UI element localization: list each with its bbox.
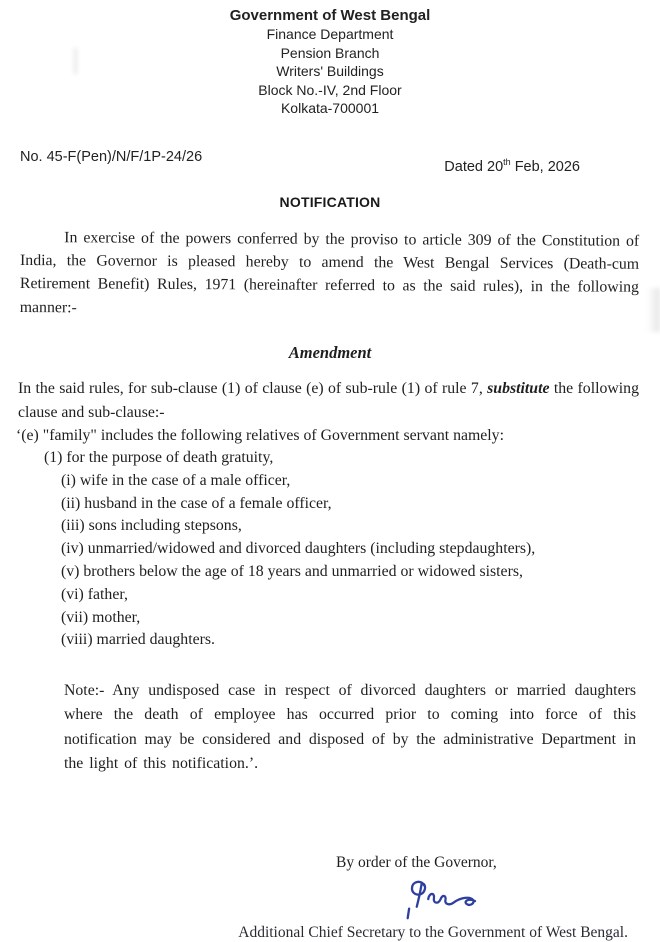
memo-date-ordinal: th xyxy=(503,157,511,168)
signatory-designation: Additional Chief Secretary to the Government of West Bengal. xyxy=(238,924,628,942)
letterhead-government-title: Government of West Bengal xyxy=(229,7,431,24)
memo-date-prefix: Dated 20 xyxy=(444,159,504,176)
list-item-husband: (ii) husband in the case of a female officer, xyxy=(61,494,332,512)
letterhead-department: Finance Department xyxy=(266,26,394,43)
list-item-sons: (iii) sons including stepsons, xyxy=(61,517,242,535)
letterhead xyxy=(0,0,660,117)
memo-date xyxy=(444,157,580,175)
opening-paragraph: In exercise of the powers conferred by the proviso to article 309 of the Constitution of India, the Governor is pleased hereby to amend the West Bengal Services (Death-cum Retirement Benefit) Rules, 1971 (hereinafter referred to as the said rules), in the following manner:- xyxy=(19,229,640,317)
sub-clause-1-line: (1) for the purpose of death gratuity, xyxy=(44,449,274,467)
amendment-intro-emphasis: substitute xyxy=(487,380,550,398)
memo-date-suffix: Feb, 2026 xyxy=(510,159,580,176)
amendment-intro-before: In the said rules, for sub-clause (1) of clause (e) of sub-rule (1) of rule 7, xyxy=(18,380,488,398)
list-item-married-daughters: (viii) married daughters. xyxy=(61,631,215,649)
letterhead-branch: Pension Branch xyxy=(280,44,380,61)
list-item-father: (vi) father, xyxy=(61,585,128,603)
letterhead-city-pin: Kolkata-700001 xyxy=(280,100,380,117)
letterhead-building: Writers' Buildings xyxy=(276,63,384,80)
list-item-wife: (i) wife in the case of a male officer, xyxy=(61,471,291,489)
amendment-intro-after: the following clause and sub-clause:- xyxy=(18,380,639,421)
relatives-list xyxy=(61,470,660,652)
scan-smudge-right xyxy=(647,288,660,332)
signature-block xyxy=(390,878,660,924)
letterhead-block-floor: Block No.-IV, 2nd Floor xyxy=(258,81,402,98)
list-item-daughters: (iv) unmarried/widowed and divorced daughters (including stepdaughters), xyxy=(61,540,536,558)
amendment-heading: Amendment xyxy=(288,343,372,363)
handwritten-signature-icon xyxy=(390,878,476,924)
memo-number: No. 45-F(Pen)/N/F/1P-24/26 xyxy=(20,149,203,166)
clause-e-line: ‘(e) "family" includes the following relatives of Government servant namely: xyxy=(16,427,504,445)
amendment-intro-paragraph xyxy=(18,377,639,424)
scan-smudge-left xyxy=(74,48,77,74)
list-item-mother: (vii) mother, xyxy=(61,608,141,626)
list-item-brothers-sisters: (v) brothers below the age of 18 years and unmarried or widowed sisters, xyxy=(61,563,523,581)
reference-row xyxy=(0,149,660,175)
note-paragraph: Note:- Any undisposed case in respect of divorced daughters or married daughters where the death of employee has occurred prior to coming into force of this notification may be considered and disposed of by the administrative Department in the light of this notification.’. xyxy=(64,682,636,772)
by-order-line: By order of the Governor, xyxy=(336,854,497,872)
notification-heading: NOTIFICATION xyxy=(279,194,381,211)
